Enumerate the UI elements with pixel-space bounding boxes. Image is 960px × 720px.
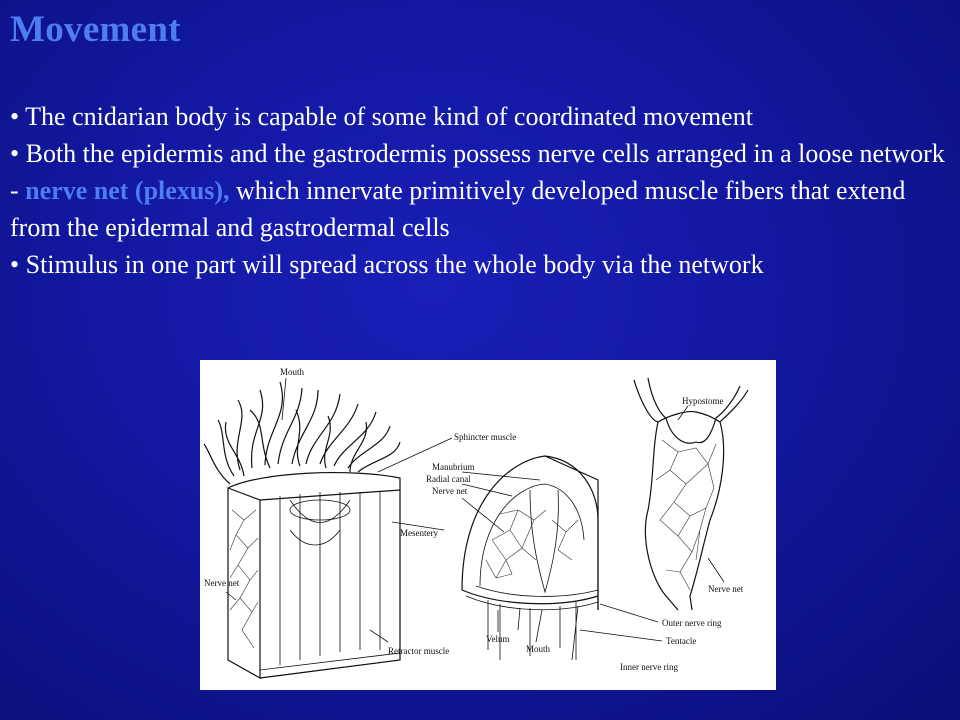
label-mouth-top: Mouth: [280, 367, 305, 377]
bullet-text: Both the epidermis and the gastrodermis possess nerve cells arranged in a loose network -: [10, 139, 945, 205]
medusa-drawing: [462, 456, 662, 660]
bullet-item-3: [10, 246, 945, 283]
label-radial-canal: Radial canal: [426, 474, 471, 484]
label-mouth-bottom: Mouth: [526, 644, 551, 654]
label-nerve-net-middle: Nerve net: [432, 486, 468, 496]
bullet-text: Stimulus in one part will spread across the whole body via the network: [25, 250, 764, 279]
label-hypostome: Hypostome: [682, 396, 724, 406]
slide-title: Movement: [10, 9, 181, 50]
label-manubrium: Manubrium: [432, 462, 475, 472]
label-outer-nerve-ring: Outer nerve ring: [662, 618, 722, 628]
bullet-item-2: [10, 135, 945, 246]
bullet-marker: •: [10, 250, 20, 279]
label-mesentery: Mesentery: [400, 528, 438, 538]
label-nerve-net-right: Nerve net: [708, 584, 744, 594]
nerve-net-figure: [200, 360, 776, 690]
label-retractor-muscle: Retractor muscle: [388, 646, 450, 656]
label-sphincter-muscle: Sphincter muscle: [454, 432, 517, 442]
nerve-net-illustration: [200, 360, 776, 690]
bullet-text-continued: which innervate primitively developed muscle fibers that extend from the epidermal and gastrodermal cells: [10, 176, 906, 242]
bullet-item-1: [10, 98, 945, 135]
label-tentacle: Tentacle: [666, 636, 697, 646]
bullet-marker: •: [10, 102, 20, 131]
bullet-list: [10, 98, 945, 283]
label-nerve-net-left: Nerve net: [204, 578, 240, 588]
label-velum: Velum: [486, 634, 510, 644]
highlighted-term: nerve net (plexus),: [25, 176, 230, 205]
bullet-marker: •: [10, 139, 20, 168]
bullet-text: The cnidarian body is capable of some kind of coordinated movement: [25, 102, 753, 131]
label-inner-nerve-ring: Inner nerve ring: [620, 662, 678, 672]
hydra-drawing: [634, 378, 748, 610]
